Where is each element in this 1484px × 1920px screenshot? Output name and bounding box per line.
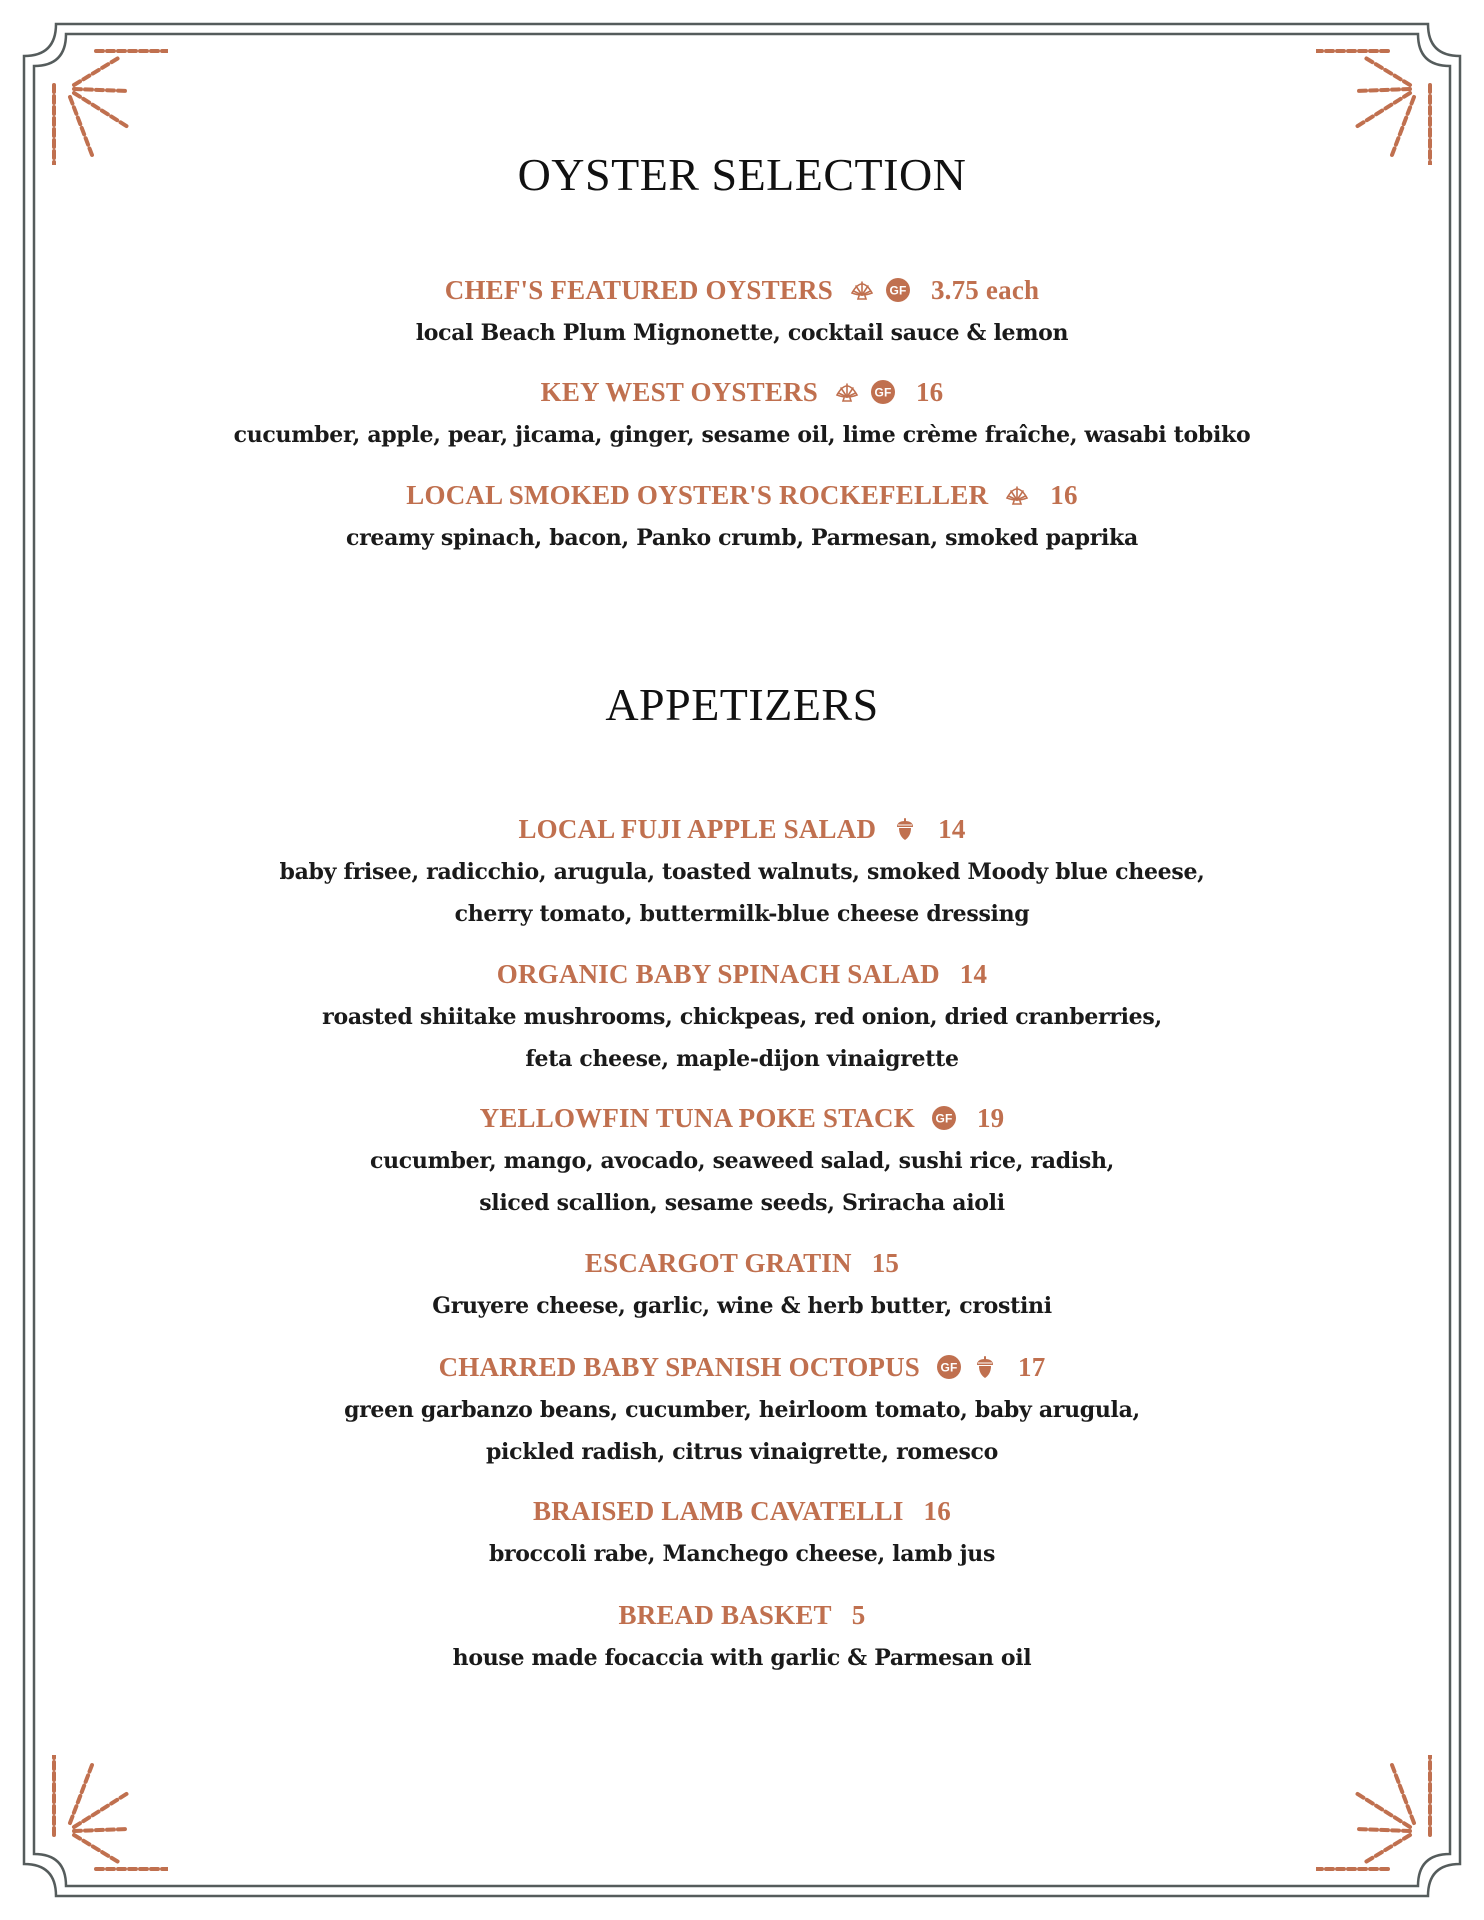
description-line: broccoli rabe, Manchego cheese, lamb jus (488, 1541, 996, 1567)
shell-icon (1004, 482, 1030, 508)
svg-text:GF: GF (935, 1111, 953, 1126)
menu-item-price: 17 (1018, 1351, 1046, 1382)
description-line: feta cheese, maple-dijon vinaigrette (525, 1046, 959, 1072)
menu-item-header (0, 1494, 1484, 1528)
gluten-free-icon (931, 1105, 957, 1131)
menu-item-description (0, 312, 1484, 354)
menu-item-name: BRAISED LAMB CAVATELLI (533, 1495, 904, 1526)
description-line: local Beach Plum Mignonette, cocktail sauce & lemon (415, 320, 1069, 346)
menu-item-name: CHARRED BABY SPANISH OCTOPUS (438, 1351, 921, 1382)
menu-item-header (0, 1101, 1484, 1135)
menu-item-description (0, 996, 1484, 1080)
menu-item-name: BREAD BASKET (618, 1599, 832, 1630)
description-line: Gruyere cheese, garlic, wine & herb butter, crostini (432, 1293, 1052, 1319)
gluten-free-icon (870, 379, 896, 405)
description-line: creamy spinach, bacon, Panko crumb, Parmesan, smoked paprika (346, 525, 1138, 551)
menu-item-header (0, 1598, 1484, 1632)
section-title-oysters: OYSTER SELECTION (517, 149, 967, 200)
menu-item-header (0, 1350, 1484, 1384)
menu-item-header (0, 957, 1484, 991)
shell-icon (849, 277, 875, 303)
menu-item-price: 16 (915, 376, 944, 407)
menu-item-price: 19 (976, 1102, 1005, 1133)
description-line: pickled radish, citrus vinaigrette, romesco (485, 1439, 999, 1465)
description-line: roasted shiitake mushrooms, chickpeas, red onion, dried cranberries, (322, 1004, 1162, 1030)
corner-ornament-bottom-left (48, 1755, 168, 1875)
svg-text:GF: GF (889, 283, 907, 298)
menu-item-name: ESCARGOT GRATIN (584, 1247, 852, 1278)
menu-item-name: LOCAL SMOKED OYSTER'S ROCKEFELLER (406, 479, 989, 510)
menu-item-name: LOCAL FUJI APPLE SALAD (518, 813, 877, 844)
menu-item-description (0, 1533, 1484, 1575)
gluten-free-icon (936, 1354, 962, 1380)
menu-item-name: YELLOWFIN TUNA POKE STACK (479, 1102, 915, 1133)
menu-item-price: 14 (938, 813, 966, 844)
menu-item-header (0, 375, 1484, 409)
menu-item-name: ORGANIC BABY SPINACH SALAD (496, 958, 940, 989)
acorn-icon (892, 816, 918, 842)
gluten-free-icon (885, 277, 911, 303)
corner-ornament-top-right (1316, 45, 1436, 165)
menu-item-description (0, 517, 1484, 559)
menu-item-description (0, 851, 1484, 935)
shell-icon (834, 379, 860, 405)
menu-item-price: 5 (851, 1599, 866, 1630)
svg-text:GF: GF (874, 385, 892, 400)
menu-item-header (0, 812, 1484, 846)
menu-item-description (0, 1140, 1484, 1224)
description-line: cucumber, mango, avocado, seaweed salad, sushi rice, radish, (369, 1148, 1115, 1174)
description-line: cherry tomato, buttermilk-blue cheese dressing (454, 901, 1030, 927)
menu-item-description (0, 1637, 1484, 1679)
menu-item-price: 3.75 each (930, 274, 1040, 305)
menu-item-name: CHEF'S FEATURED OYSTERS (444, 274, 833, 305)
menu-item-price: 14 (959, 958, 988, 989)
menu-item-header (0, 273, 1484, 307)
corner-ornament-top-left (48, 45, 168, 165)
menu-item-header (0, 1246, 1484, 1280)
svg-text:GF: GF (940, 1360, 958, 1375)
corner-ornament-bottom-right (1316, 1755, 1436, 1875)
menu-item-description (0, 1389, 1484, 1473)
menu-item-price: 16 (923, 1495, 951, 1526)
description-line: cucumber, apple, pear, jicama, ginger, sesame oil, lime crème fraîche, wasabi tobiko (233, 422, 1251, 448)
description-line: green garbanzo beans, cucumber, heirloom tomato, baby arugula, (344, 1397, 1140, 1423)
menu-item-description (0, 414, 1484, 456)
description-line: house made focaccia with garlic & Parmesan oil (452, 1645, 1032, 1671)
description-line: sliced scallion, sesame seeds, Sriracha aioli (479, 1190, 1005, 1216)
menu-item-name: KEY WEST OYSTERS (540, 376, 818, 407)
menu-item-header (0, 478, 1484, 512)
description-line: baby frisee, radicchio, arugula, toasted walnuts, smoked Moody blue cheese, (279, 859, 1205, 885)
acorn-icon (972, 1354, 998, 1380)
menu-item-description (0, 1285, 1484, 1327)
menu-item-price: 16 (1050, 479, 1078, 510)
menu-item-price: 15 (871, 1247, 900, 1278)
section-title-appetizers: APPETIZERS (605, 679, 879, 730)
